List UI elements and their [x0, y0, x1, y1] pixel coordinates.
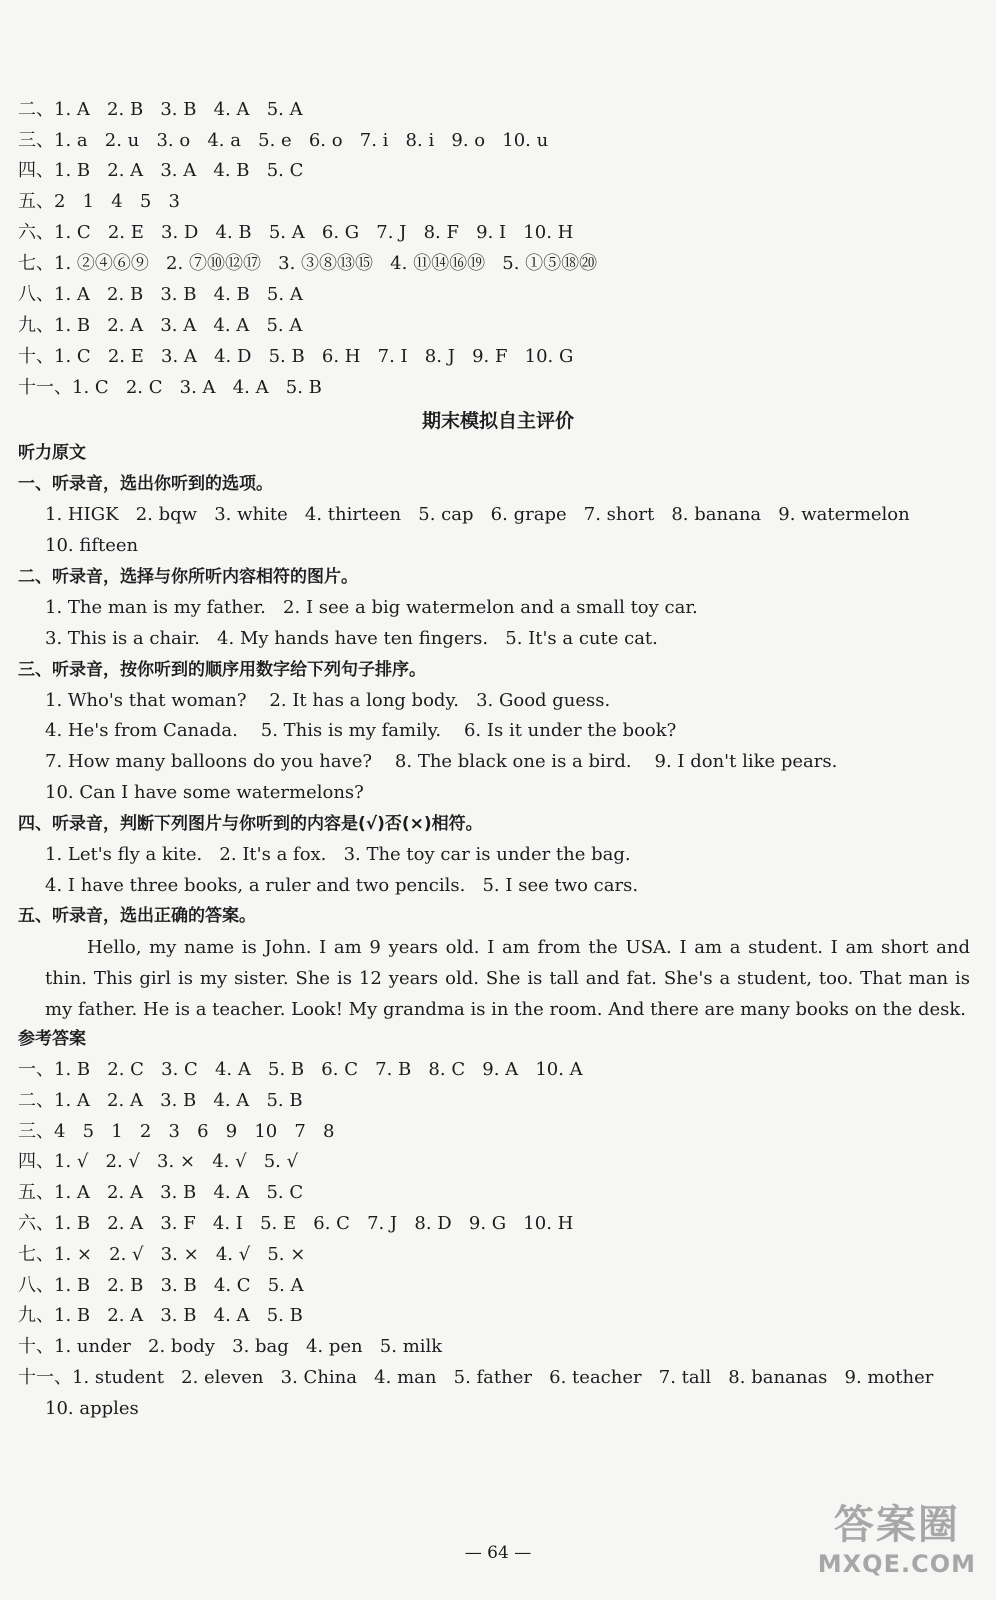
- script-line: 4. I have three books, a ruler and two pencils. 5. I see two cars.: [45, 875, 639, 896]
- answer-line: 七、1. × 2. √ 3. × 4. √ 5. ×: [18, 1244, 306, 1265]
- answer-line: 八、1. A 2. B 3. B 4. B 5. A: [18, 284, 303, 305]
- answer-line: 九、1. B 2. A 3. B 4. A 5. B: [18, 1305, 303, 1326]
- script-line: 1. Let's fly a kite. 2. It's a fox. 3. The toy car is under the bag.: [45, 844, 631, 865]
- answer-line: 五、2 1 4 5 3: [18, 191, 180, 212]
- answer-line: 八、1. B 2. B 3. B 4. C 5. A: [18, 1275, 304, 1296]
- answer-line: 六、1. B 2. A 3. F 4. I 5. E 6. C 7. J 8. D 9. G 10. H: [18, 1213, 574, 1234]
- listening-heading: 听力原文: [18, 443, 86, 463]
- passage-rest: This girl is my sister. She is 12 years old. She is tall and fat. She's a student, too. That man is my father. He is a teacher. Look! My grandma is in the room. And there are many books on the desk.: [45, 968, 970, 1020]
- section-title: 期末模拟自主评价: [421, 410, 574, 432]
- answer-line: 十、1. C 2. E 3. A 4. D 5. B 6. H 7. I 8. J 9. F 10. G: [18, 346, 574, 367]
- answer-line: 九、1. B 2. A 3. A 4. A 5. A: [18, 315, 303, 336]
- answer-line: 四、1. B 2. A 3. A 4. B 5. C: [18, 160, 304, 181]
- answer-line: 四、1. √ 2. √ 3. × 4. √ 5. √: [18, 1151, 299, 1172]
- question-heading: 四、听录音，判断下列图片与你听到的内容是(√)否(×)相符。: [18, 814, 483, 834]
- script-line: 10. Can I have some watermelons?: [45, 782, 364, 803]
- answer-line: 二、1. A 2. A 3. B 4. A 5. B: [18, 1090, 303, 1111]
- answer-line: 三、1. a 2. u 3. o 4. a 5. e 6. o 7. i 8. i 9. o 10. u: [18, 130, 549, 151]
- passage: [45, 932, 970, 1025]
- watermark-logo: [818, 1493, 976, 1578]
- answer-line: 六、1. C 2. E 3. D 4. B 5. A 6. G 7. J 8. F 9. I 10. H: [18, 222, 574, 243]
- answer-line: 10. apples: [45, 1398, 139, 1419]
- question-heading: 三、听录音，按你听到的顺序用数字给下列句子排序。: [18, 660, 426, 680]
- answer-line: 三、4 5 1 2 3 6 9 10 7 8: [18, 1121, 335, 1142]
- passage-first-sentence: Hello, my name is John. I am 9 years old. I am from the USA. I am a student. I am short and thin.: [45, 937, 970, 989]
- script-line: 3. This is a chair. 4. My hands have ten fingers. 5. It's a cute cat.: [45, 628, 658, 649]
- watermark-title: 答案圈: [833, 1502, 960, 1548]
- script-line: 7. How many balloons do you have? 8. The black one is a bird. 9. I don't like pears.: [45, 751, 838, 772]
- answer-line: 十一、1. student 2. eleven 3. China 4. man 5. father 6. teacher 7. tall 8. bananas 9. mother: [18, 1367, 934, 1388]
- answer-line: 一、1. B 2. C 3. C 4. A 5. B 6. C 7. B 8. C 9. A 10. A: [18, 1059, 583, 1080]
- answer-line: 二、1. A 2. B 3. B 4. A 5. A: [18, 99, 303, 120]
- page-number: — 64 —: [464, 1543, 532, 1563]
- script-line: 4. He's from Canada. 5. This is my family. 6. Is it under the book?: [45, 720, 677, 741]
- script-line: 1. Who's that woman? 2. It has a long body. 3. Good guess.: [45, 690, 611, 711]
- script-line: 1. The man is my father. 2. I see a big watermelon and a small toy car.: [45, 597, 698, 618]
- watermark-url: MXQE.COM: [817, 1550, 976, 1578]
- answer-line: 七、1. ②④⑥⑨ 2. ⑦⑩⑫⑰ 3. ③⑧⑬⑮ 4. ⑪⑭⑯⑲ 5. ①⑤⑱⑳: [18, 253, 598, 274]
- answer-line: 十一、1. C 2. C 3. A 4. A 5. B: [18, 377, 322, 398]
- question-heading: 一、听录音，选出你听到的选项。: [18, 474, 273, 494]
- answers-heading: 参考答案: [18, 1029, 86, 1049]
- script-line: 10. fifteen: [45, 535, 139, 556]
- answer-line: 十、1. under 2. body 3. bag 4. pen 5. milk: [18, 1336, 443, 1357]
- answer-line: 五、1. A 2. A 3. B 4. A 5. C: [18, 1182, 304, 1203]
- script-line: 1. HIGK 2. bqw 3. white 4. thirteen 5. cap 6. grape 7. short 8. banana 9. watermelon: [45, 504, 910, 525]
- question-heading: 二、听录音，选择与你所听内容相符的图片。: [18, 567, 358, 587]
- question-heading: 五、听录音，选出正确的答案。: [18, 906, 256, 926]
